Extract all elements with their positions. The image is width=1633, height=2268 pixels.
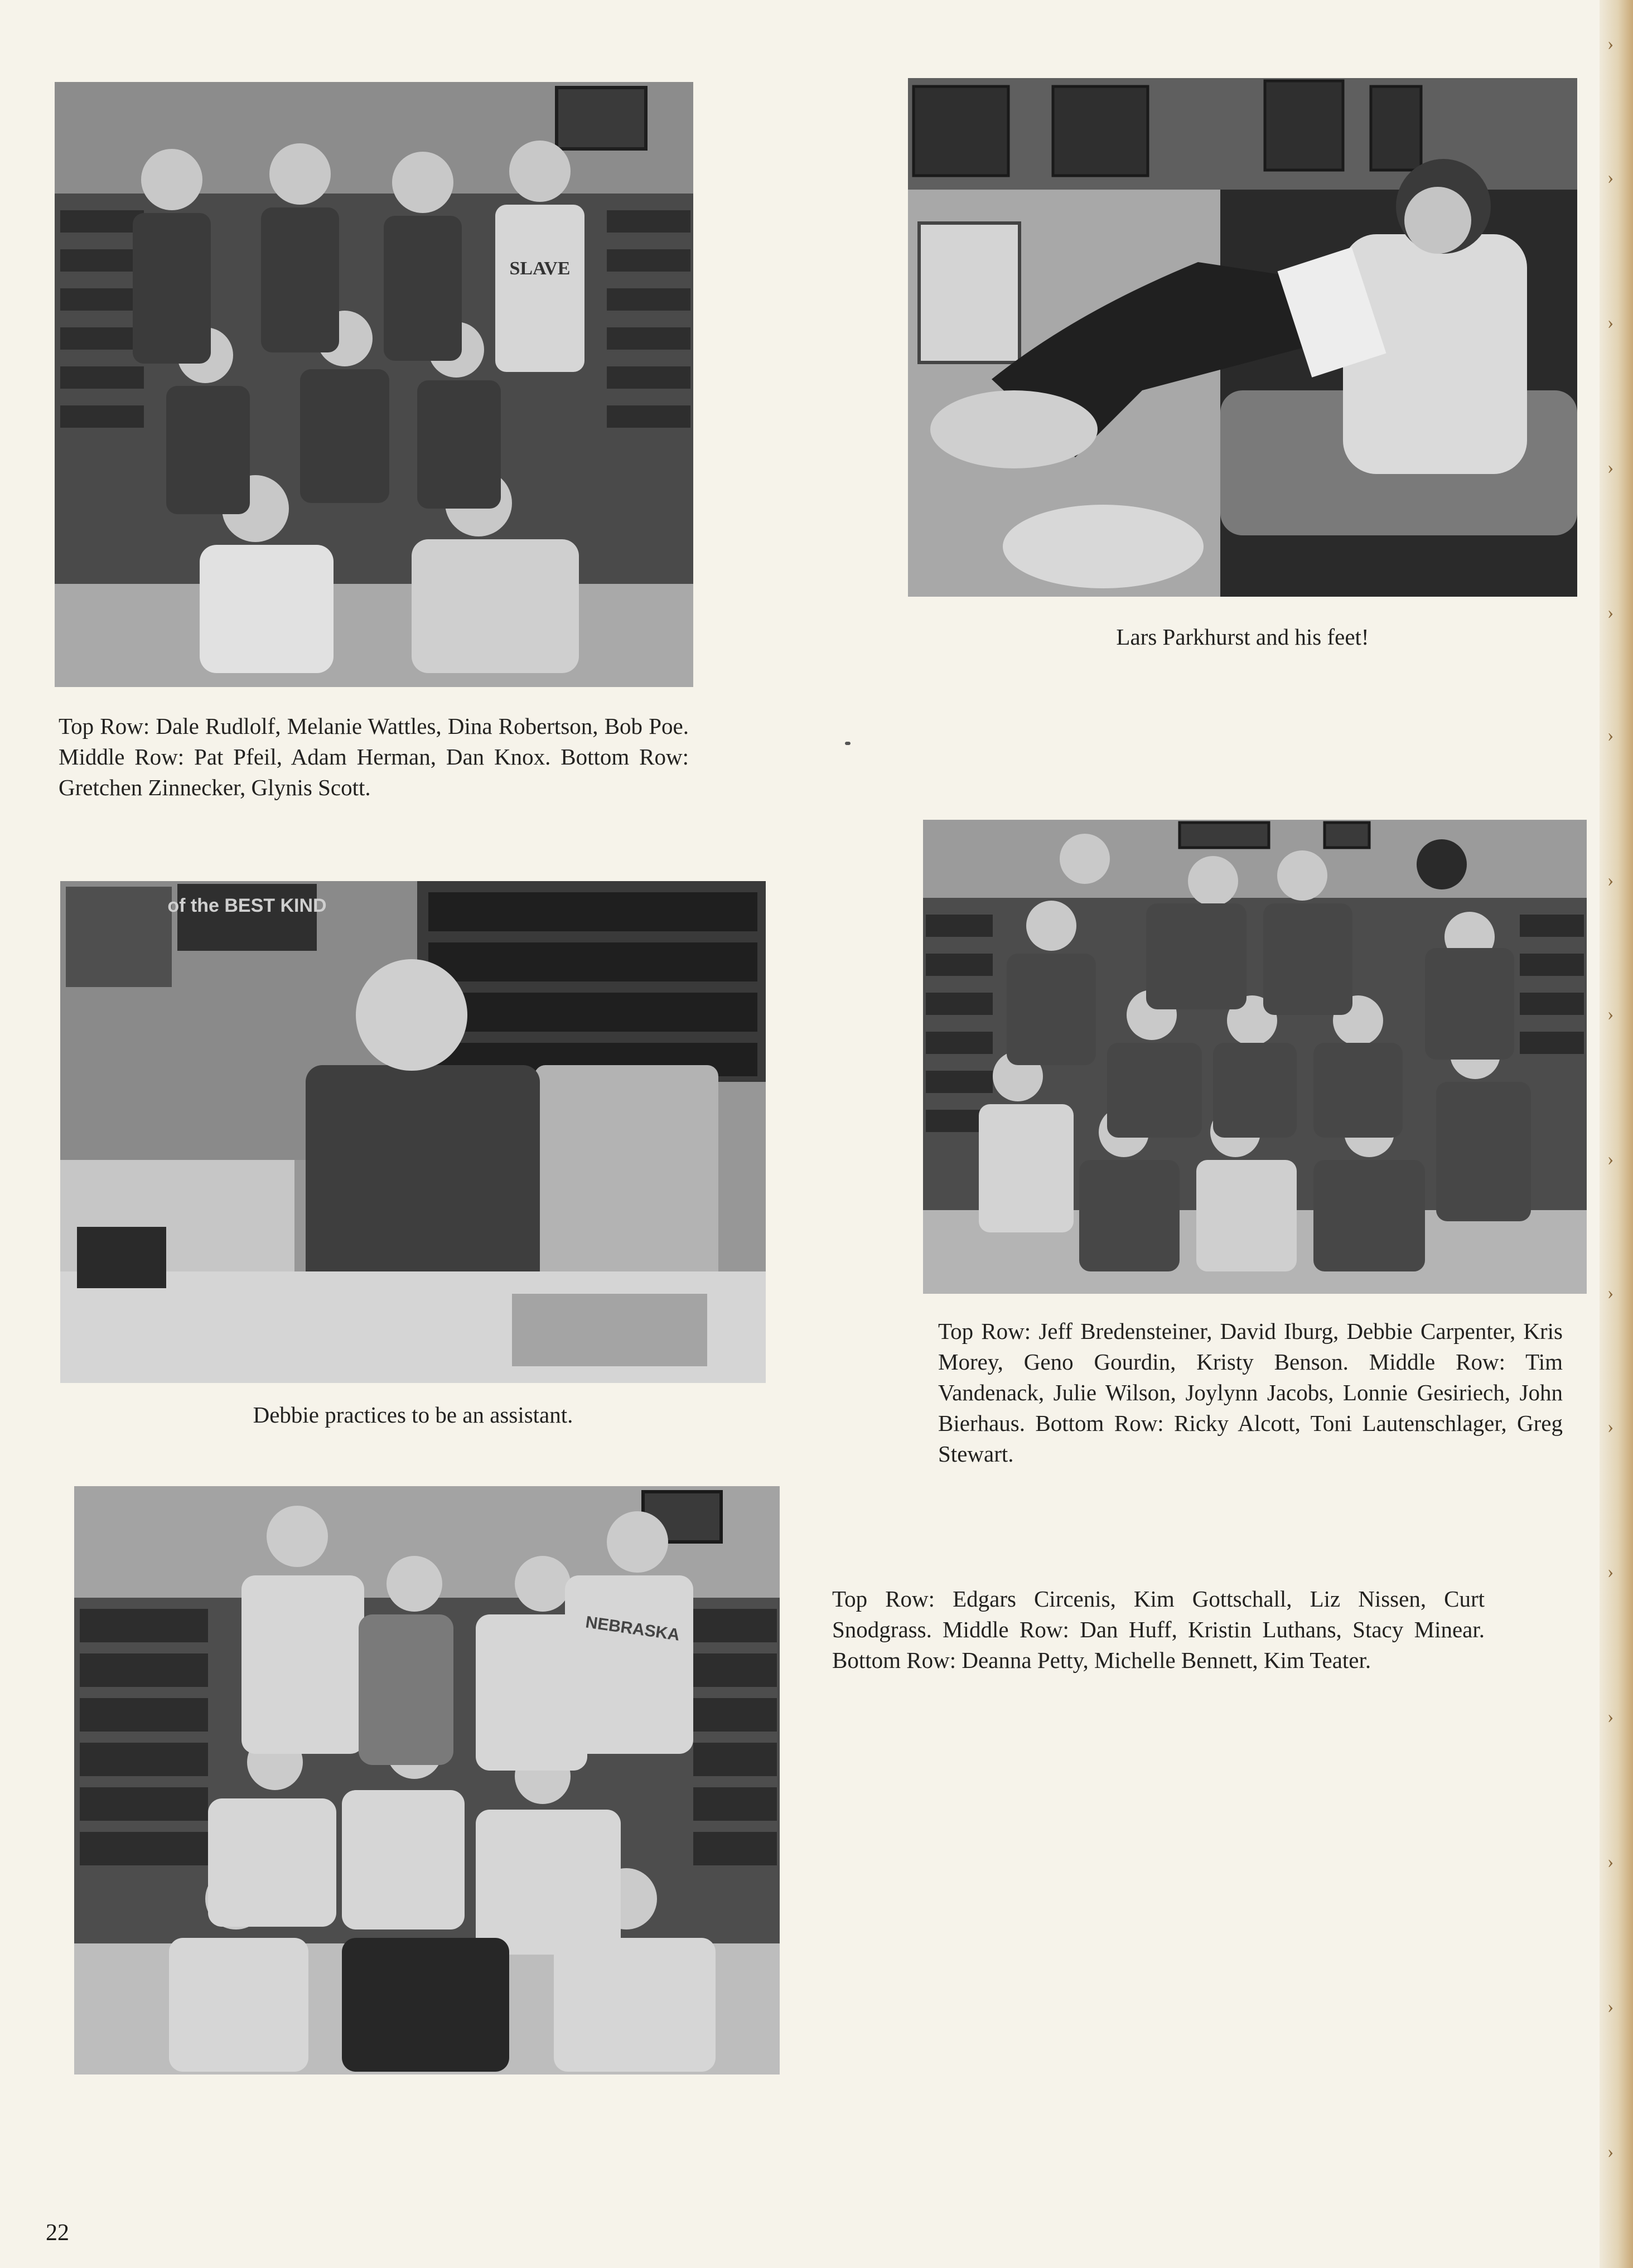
group-photo-one xyxy=(55,82,693,687)
group-three-caption: Top Row: Edgars Circenis, Kim Gottschall, Liz Nissen, Curt Snodgrass. Middle Row: Dan Huff, Kristin Luthans, Stacy Minear. Bottom Row: Deanna Petty, Michelle Bennett, Kim Teater. xyxy=(832,1586,1485,1673)
group-two-caption: Top Row: Jeff Bredensteiner, David Iburg, Debbie Carpenter, Kris Morey, Geno Gourdin, Kristy Benson. Middle Row: Tim Vandenack, Julie Wilson, Joylynn Jacobs, Lonnie Gesiriech, John Bierhaus. Bottom Row: Ricky Alcott, Toni Lautenschlager, Greg Stewart. xyxy=(938,1318,1563,1467)
lars-caption: Lars Parkhurst and his feet! xyxy=(1116,624,1369,650)
group-one-caption: Top Row: Dale Rudlolf, Melanie Wattles, Dina Robertson, Bob Poe. Middle Row: Pat Pfeil, Adam Herman, Dan Knox. Bottom Row: Gretchen Zinnecker, Glynis Scott. xyxy=(59,713,689,800)
group-photo-two xyxy=(923,820,1587,1294)
lars-photo xyxy=(908,78,1577,597)
page-number: 22 xyxy=(46,2220,69,2246)
debbie-caption: Debbie practices to be an assistant. xyxy=(253,1402,573,1428)
scan-speck xyxy=(845,742,851,745)
page-binding-edge: › › › › › › › › › › › › › › › › xyxy=(1600,0,1633,2268)
group-photo-three xyxy=(74,1486,780,2074)
poster-text: of the BEST KIND xyxy=(167,895,327,916)
debbie-photo xyxy=(60,881,766,1383)
slave-shirt-text: SLAVE xyxy=(509,258,571,279)
nebraska-shirt-text: NEBRASKA xyxy=(584,1613,681,1645)
